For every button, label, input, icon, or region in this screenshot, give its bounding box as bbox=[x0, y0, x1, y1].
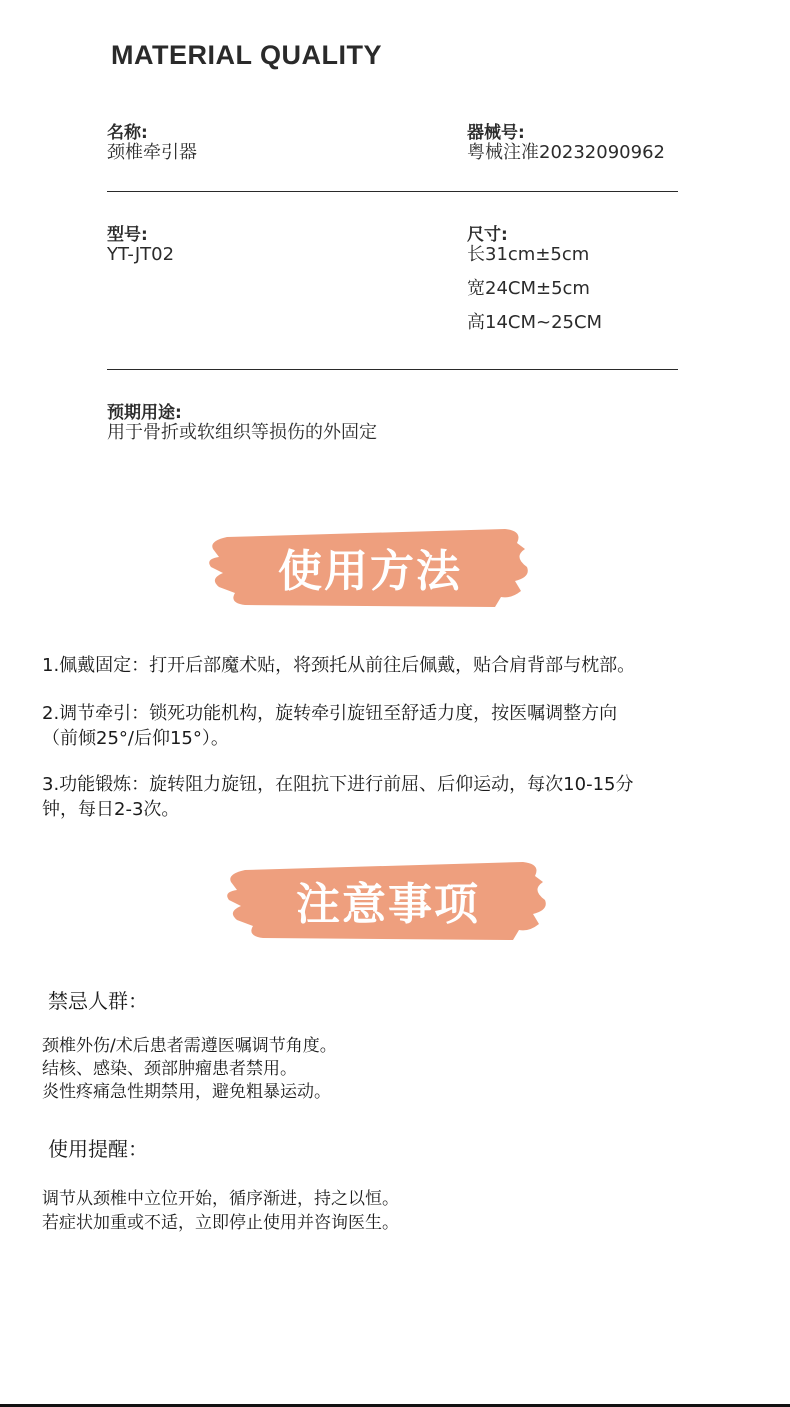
section-heading: MATERIAL QUALITY bbox=[111, 40, 382, 70]
tips-title: 使用提醒： bbox=[48, 1137, 148, 1161]
usage-step-3: 3.功能锻炼：旋转阻力旋钮，在阻抗下进行前屈、后仰运动，每次10-15分 bbox=[42, 774, 634, 795]
intended-use-label: 预期用途: bbox=[107, 403, 182, 423]
size-height: 高14CM~25CM bbox=[467, 312, 603, 333]
divider bbox=[107, 369, 678, 370]
intended-use-value: 用于骨折或软组织等损伤的外固定 bbox=[107, 422, 377, 443]
tip-item: 调节从颈椎中立位开始，循序渐进，持之以恒。 bbox=[42, 1189, 399, 1209]
usage-step-2-cont: （前倾25°/后仰15°）。 bbox=[42, 728, 229, 749]
contraindication-item: 结核、感染、颈部肿瘤患者禁用。 bbox=[42, 1059, 297, 1079]
model-label: 型号: bbox=[107, 225, 148, 245]
usage-step-1: 1.佩戴固定：打开后部魔术贴，将颈托从前往后佩戴，贴合肩背部与枕部。 bbox=[42, 655, 636, 676]
tip-item: 若症状加重或不适，立即停止使用并咨询医生。 bbox=[42, 1213, 399, 1233]
model-value: YT-JT02 bbox=[107, 244, 175, 265]
name-value: 颈椎牵引器 bbox=[107, 142, 197, 163]
usage-section-banner bbox=[205, 527, 535, 609]
usage-section-title: 使用方法 bbox=[278, 546, 462, 597]
size-length: 长31cm±5cm bbox=[467, 244, 590, 265]
divider bbox=[107, 191, 678, 192]
name-label: 名称: bbox=[107, 123, 148, 143]
contraindication-item: 炎性疼痛急性期禁用，避免粗暴运动。 bbox=[42, 1082, 331, 1102]
size-width: 宽24CM±5cm bbox=[467, 278, 590, 299]
size-label: 尺寸: bbox=[467, 225, 508, 245]
contraindication-item: 颈椎外伤/术后患者需遵医嘱调节角度。 bbox=[42, 1036, 337, 1056]
usage-step-3-cont: 钟，每日2-3次。 bbox=[42, 799, 180, 820]
device-no-label: 器械号: bbox=[467, 123, 525, 143]
usage-step-2: 2.调节牵引：锁死功能机构，旋转牵引旋钮至舒适力度，按医嘱调整方向 bbox=[42, 703, 618, 724]
device-no-value: 粤械注准20232090962 bbox=[467, 142, 665, 163]
notes-section-title: 注意事项 bbox=[296, 879, 480, 930]
contraindications-title: 禁忌人群： bbox=[48, 989, 148, 1013]
notes-section-banner bbox=[223, 860, 553, 942]
